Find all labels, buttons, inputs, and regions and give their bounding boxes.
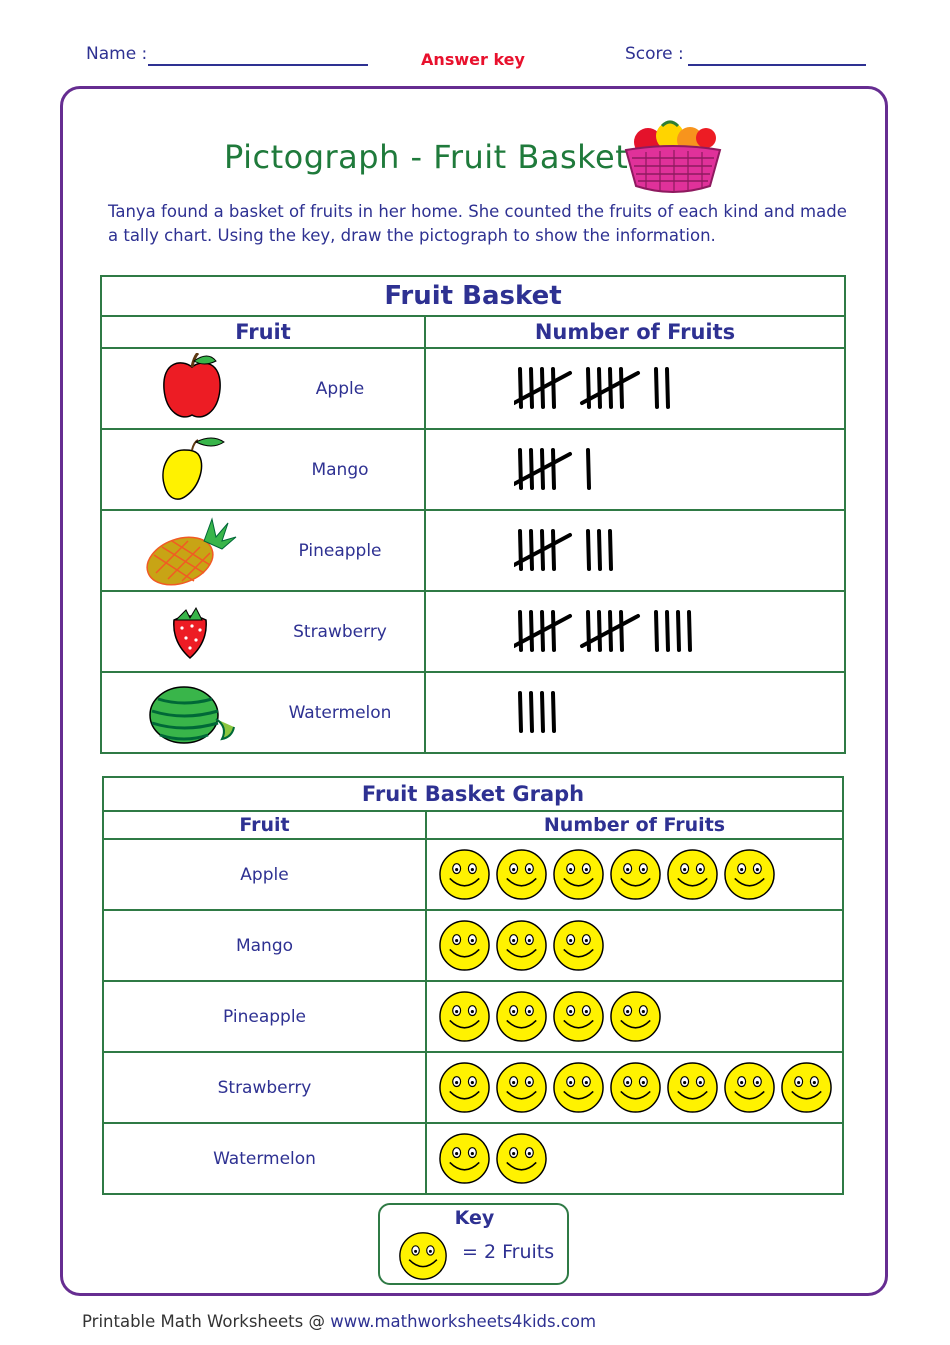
tally-fruit-name: Pineapple xyxy=(298,540,382,561)
footer xyxy=(82,1312,596,1331)
tally-mark xyxy=(588,531,589,569)
tally-mark xyxy=(599,369,600,407)
tally-mark xyxy=(553,531,554,569)
smiley-icon xyxy=(552,848,605,901)
tally-fruit-name: Watermelon xyxy=(288,702,392,723)
tally-col-count: Number of Fruits xyxy=(425,316,845,348)
graph-col-fruit: Fruit xyxy=(103,811,426,839)
instructions-text: Tanya found a basket of fruits in her home. She counted the fruits of each kind and made a tally chart. Using the key, draw the pictograph to show the information. xyxy=(108,202,847,245)
graph-row xyxy=(103,910,843,981)
key-text: = 2 Fruits xyxy=(462,1241,555,1263)
graph-fruit-name: Mango xyxy=(103,910,426,981)
smiley-icon xyxy=(552,919,605,972)
tally-mark xyxy=(553,612,554,650)
smiley-icon xyxy=(438,990,491,1043)
smiley-icon xyxy=(438,848,491,901)
tally-mark xyxy=(531,612,532,650)
tally-row xyxy=(101,510,845,591)
tally-mark xyxy=(656,612,657,650)
strawberry-icon xyxy=(142,596,238,668)
tally-mark xyxy=(531,369,532,407)
tally-mark xyxy=(689,612,690,650)
tally-mark xyxy=(678,612,679,650)
tally-row xyxy=(101,591,845,672)
tally-mark xyxy=(553,450,554,488)
smiley-icon xyxy=(609,1061,662,1114)
footer-link[interactable]: www.mathworksheets4kids.com xyxy=(330,1312,597,1331)
tally-fruit-name: Mango xyxy=(311,459,369,480)
tally-mark xyxy=(667,612,668,650)
tally-table-caption: Fruit Basket xyxy=(101,276,845,316)
smiley-icon xyxy=(495,1061,548,1114)
tally-marks xyxy=(514,444,814,496)
apple-icon xyxy=(142,353,238,425)
tally-fruit-name: Apple xyxy=(315,378,365,399)
tally-mark xyxy=(553,369,554,407)
smiley-icon xyxy=(495,1132,548,1185)
smiley-icon xyxy=(398,1231,448,1281)
smiley-icon xyxy=(609,990,662,1043)
pineapple-icon xyxy=(142,515,238,587)
smiley-icon xyxy=(495,848,548,901)
smiley-icon xyxy=(780,1061,833,1114)
tally-mark xyxy=(553,693,554,731)
smiley-icon xyxy=(438,1061,491,1114)
footer-prefix: Printable Math Worksheets @ xyxy=(82,1312,331,1331)
smiley-icon xyxy=(609,848,662,901)
smiley-icon xyxy=(552,990,605,1043)
graph-pictures xyxy=(426,910,843,981)
smiley-icon xyxy=(666,848,719,901)
tally-mark xyxy=(621,369,622,407)
smiley-icon xyxy=(495,990,548,1043)
tally-mark xyxy=(531,693,532,731)
tally-mark xyxy=(531,450,532,488)
smiley-icon xyxy=(723,848,776,901)
smiley-icon xyxy=(495,919,548,972)
answer-key-label: Answer key xyxy=(421,50,525,69)
graph-pictures xyxy=(426,1052,843,1123)
graph-fruit-name: Pineapple xyxy=(103,981,426,1052)
tally-fruit-name: Strawberry xyxy=(293,621,387,642)
smiley-icon xyxy=(666,1061,719,1114)
graph-row xyxy=(103,1123,843,1194)
key-box xyxy=(378,1203,569,1285)
score-label: Score : xyxy=(625,44,684,64)
graph-fruit-name: Watermelon xyxy=(103,1123,426,1194)
page-title: Pictograph - Fruit Basket xyxy=(224,138,629,176)
graph-row xyxy=(103,839,843,910)
graph-row xyxy=(103,1052,843,1123)
graph-pictures xyxy=(426,1123,843,1194)
tally-mark xyxy=(610,531,611,569)
tally-mark xyxy=(621,612,622,650)
smiley-icon xyxy=(723,1061,776,1114)
tally-mark xyxy=(667,369,668,407)
tally-marks xyxy=(514,687,814,739)
tally-mark xyxy=(588,450,589,488)
tally-row xyxy=(101,672,845,753)
graph-row xyxy=(103,981,843,1052)
mango-icon xyxy=(142,434,238,506)
name-label: Name : xyxy=(86,44,148,64)
tally-marks xyxy=(514,363,814,415)
smiley-icon xyxy=(438,919,491,972)
watermelon-icon xyxy=(142,677,238,749)
graph-fruit-name: Strawberry xyxy=(103,1052,426,1123)
tally-mark xyxy=(520,693,521,731)
pictograph-table xyxy=(102,776,844,1195)
tally-mark xyxy=(599,531,600,569)
tally-mark xyxy=(531,531,532,569)
tally-row xyxy=(101,429,845,510)
tally-marks xyxy=(514,525,814,577)
tally-col-fruit: Fruit xyxy=(101,316,425,348)
fruit-basket-icon xyxy=(618,118,728,196)
graph-table-caption: Fruit Basket Graph xyxy=(103,777,843,811)
tally-mark xyxy=(542,693,543,731)
tally-mark xyxy=(599,612,600,650)
tally-table xyxy=(100,275,846,754)
graph-pictures xyxy=(426,839,843,910)
tally-row xyxy=(101,348,845,429)
tally-mark xyxy=(656,369,657,407)
graph-col-count: Number of Fruits xyxy=(426,811,843,839)
smiley-icon xyxy=(438,1132,491,1185)
tally-marks xyxy=(514,606,814,658)
key-title: Key xyxy=(454,1207,495,1229)
graph-fruit-name: Apple xyxy=(103,839,426,910)
graph-pictures xyxy=(426,981,843,1052)
smiley-icon xyxy=(552,1061,605,1114)
score-line[interactable] xyxy=(688,64,866,66)
